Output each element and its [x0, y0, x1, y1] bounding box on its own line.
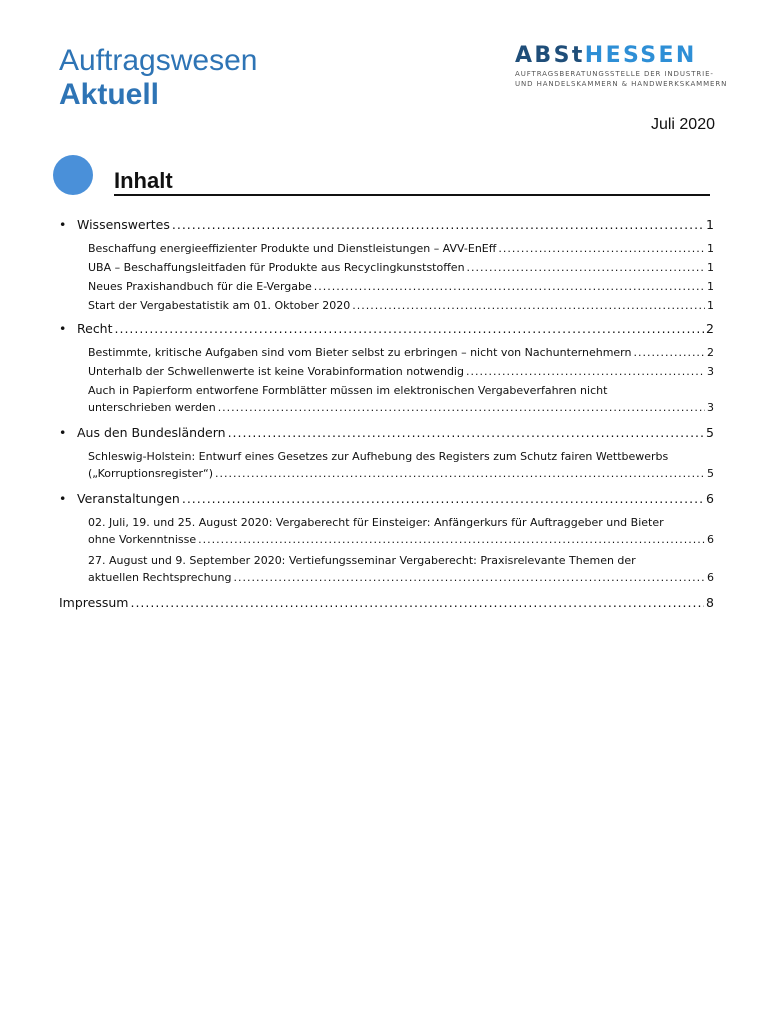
- dot-leader: [172, 217, 704, 232]
- table-of-contents: [59, 210, 714, 610]
- title-line-1: Auftragswesen: [59, 44, 258, 77]
- toc-page-number: 1: [707, 299, 714, 312]
- dot-leader: [198, 531, 705, 548]
- toc-subentries: [59, 440, 714, 482]
- toc-section-2[interactable]: [59, 418, 714, 440]
- toc-subentry-multiline[interactable]: [59, 382, 714, 416]
- toc-entry-title: Unterhalb der Schwellenwerte ist keine Vorabinformation notwendig: [88, 365, 464, 378]
- toc-subentry[interactable]: [59, 236, 714, 255]
- toc-entry-title-line2: („Korruptionsregister“): [88, 467, 214, 480]
- toc-entry-title-line2: ohne Vorkenntnisse: [88, 533, 197, 546]
- dot-leader: [467, 261, 705, 274]
- toc-entry-line2: [88, 531, 714, 548]
- toc-entry-title-line2: aktuellen Rechtsprechung: [88, 571, 232, 584]
- toc-page-number: 2: [706, 321, 714, 336]
- toc-page-number: 3: [707, 365, 714, 378]
- toc-subentries: [59, 506, 714, 586]
- toc-entry-line2: [88, 569, 714, 586]
- newsletter-title: [59, 44, 257, 112]
- dot-leader: [115, 321, 705, 336]
- toc-subentry[interactable]: [59, 274, 714, 293]
- dot-leader: [633, 346, 705, 359]
- toc-entry-title: Veranstaltungen: [77, 491, 180, 506]
- toc-page-number: 2: [707, 346, 714, 359]
- circle-icon: [53, 155, 93, 195]
- dot-leader: [182, 491, 704, 506]
- dot-leader: [218, 399, 705, 416]
- toc-section-0[interactable]: [59, 210, 714, 232]
- toc-entry-title: Start der Vergabestatistik am 01. Oktober 2020: [88, 299, 351, 312]
- dot-leader: [498, 242, 705, 255]
- dot-leader: [130, 595, 704, 610]
- toc-page-number: 6: [707, 533, 714, 546]
- toc-section-3[interactable]: [59, 484, 714, 506]
- bullet-icon: •: [59, 217, 67, 232]
- dot-leader: [228, 425, 704, 440]
- logo-subtitle-1: AUFTRAGSBERATUNGSSTELLE DER INDUSTRIE-: [515, 70, 714, 78]
- bullet-icon: •: [59, 321, 67, 336]
- toc-subentry-multiline[interactable]: [59, 552, 714, 586]
- toc-subentry-multiline[interactable]: [59, 448, 714, 482]
- toc-subentries: [59, 336, 714, 416]
- toc-entry-title: Bestimmte, kritische Aufgaben sind vom Bieter selbst zu erbringen – nicht von Nachunternehmern: [88, 346, 632, 359]
- dot-leader: [314, 280, 705, 293]
- toc-entry-title: Impressum: [59, 595, 129, 610]
- dot-leader: [233, 569, 705, 586]
- toc-page-number: 8: [706, 595, 714, 610]
- dot-leader: [466, 365, 705, 378]
- toc-entry-title: UBA – Beschaffungsleitfaden für Produkte aus Recyclingkunststoffen: [88, 261, 465, 274]
- logo-wordmark: [515, 43, 715, 69]
- toc-entry-title: Recht: [77, 321, 113, 336]
- toc-page-number: 1: [707, 242, 714, 255]
- toc-subentry[interactable]: [59, 359, 714, 378]
- title-line-2: Aktuell: [59, 78, 160, 111]
- toc-entry-title-line1: 27. August und 9. September 2020: Vertiefungsseminar Vergaberecht: Praxisrelevante Themen der: [88, 554, 636, 567]
- toc-subentry-multiline[interactable]: [59, 514, 714, 548]
- toc-page-number: 5: [706, 425, 714, 440]
- toc-page-number: 5: [707, 467, 714, 480]
- toc-entry-title-line1: Schleswig-Holstein: Entwurf eines Gesetzes zur Aufhebung des Registers zum Schutz fairen Wettbewerbs: [88, 450, 669, 463]
- toc-page-number: 6: [706, 491, 714, 506]
- dot-leader: [215, 465, 705, 482]
- bullet-icon: •: [59, 491, 67, 506]
- toc-page-number: 1: [707, 280, 714, 293]
- toc-entry-title: Beschaffung energieeffizienter Produkte und Dienstleistungen – AVV-EnEff: [88, 242, 497, 255]
- toc-heading: Inhalt: [114, 168, 710, 196]
- toc-entry-title-line1: Auch in Papierform entworfene Formblätter müssen im elektronischen Vergabeverfahren nicht: [88, 384, 608, 397]
- bullet-icon: •: [59, 425, 67, 440]
- dot-leader: [352, 299, 705, 312]
- toc-entry-title-line2: unterschrieben werden: [88, 401, 216, 414]
- toc-page-number: 3: [707, 401, 714, 414]
- toc-page-number: 6: [707, 571, 714, 584]
- toc-entry-title: Wissenswertes: [77, 217, 170, 232]
- toc-subentry[interactable]: [59, 340, 714, 359]
- logo-subtitle-2: UND HANDELSKAMMERN & HANDWERKSKAMMERN: [515, 80, 728, 88]
- toc-page-number: 1: [706, 217, 714, 232]
- toc-entry-title-line1: 02. Juli, 19. und 25. August 2020: Vergaberecht für Einsteiger: Anfängerkurs für Auftraggeber und Bieter: [88, 516, 664, 529]
- issue-date: Juli 2020: [650, 116, 715, 133]
- toc-section-1[interactable]: [59, 314, 714, 336]
- abst-hessen-logo: [515, 43, 728, 89]
- toc-subentries: [59, 232, 714, 312]
- logo-hessen-text: HESSEN: [584, 43, 697, 68]
- toc-entry-line2: [88, 465, 714, 482]
- toc-impressum[interactable]: [59, 588, 714, 610]
- toc-entry-title: Aus den Bundesländern: [77, 425, 226, 440]
- logo-abst-text: ABSt: [515, 43, 585, 68]
- toc-subentry[interactable]: [59, 293, 714, 312]
- toc-entry-line2: [88, 399, 714, 416]
- toc-page-number: 1: [707, 261, 714, 274]
- toc-entry-title: Neues Praxishandbuch für die E-Vergabe: [88, 280, 312, 293]
- toc-subentry[interactable]: [59, 255, 714, 274]
